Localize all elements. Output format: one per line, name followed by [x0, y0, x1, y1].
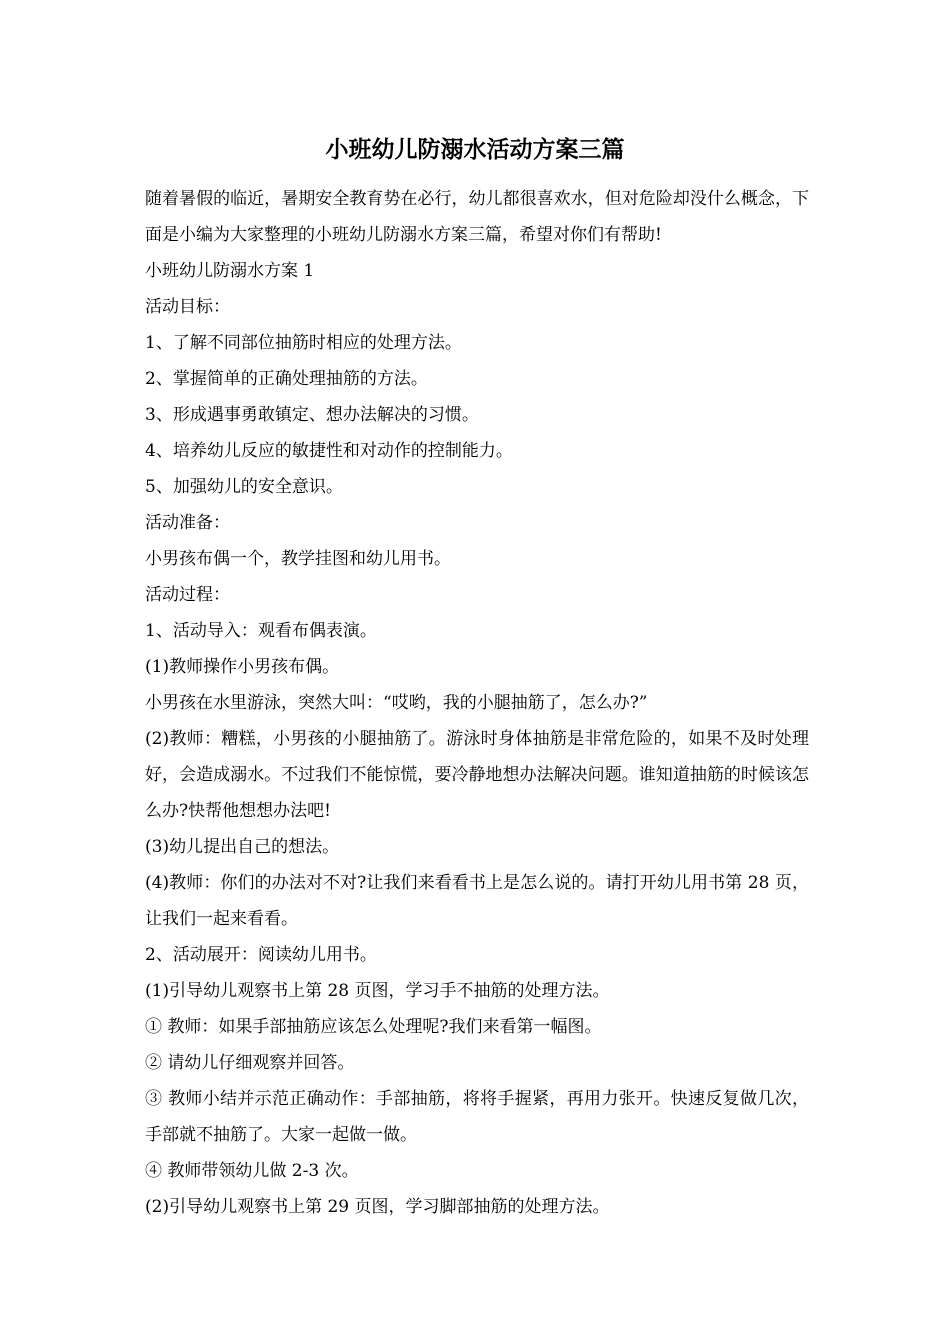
goal-item: 3、形成遇事勇敢镇定、想办法解决的习惯。 [145, 405, 479, 425]
process-point: ② 请幼儿仔细观察并回答。 [145, 1053, 355, 1073]
goal-item: 2、掌握简单的正确处理抽筋的方法。 [145, 369, 428, 389]
goal-item: 1、了解不同部位抽筋时相应的处理方法。 [145, 333, 462, 353]
subheading-preparation: 活动准备： [145, 513, 230, 533]
process-point: ③ 教师小结并示范正确动作：手部抽筋，将将手握紧，再用力张开。快速反复做几次，手部就不抽筋了。大家一起做一做。 [145, 1089, 809, 1145]
process-substep: (3)幼儿提出自己的想法。 [145, 837, 340, 857]
process-point: ① 教师：如果手部抽筋应该怎么处理呢?我们来看第一幅图。 [145, 1017, 602, 1037]
process-step: 1、活动导入：观看布偶表演。 [145, 621, 377, 641]
goal-item: 5、加强幼儿的安全意识。 [145, 477, 343, 497]
process-step: 2、活动展开：阅读幼儿用书。 [145, 945, 377, 965]
document-body [145, 181, 809, 1225]
process-point: ④ 教师带领幼儿做 2-3 次。 [145, 1161, 359, 1181]
section-heading: 小班幼儿防溺水方案 1 [145, 261, 315, 281]
process-substep: (2)引导幼儿观察书上第 29 页图，学习脚部抽筋的处理方法。 [145, 1197, 610, 1217]
intro-paragraph: 随着暑假的临近，暑期安全教育势在必行，幼儿都很喜欢水，但对危险却没什么概念，下面是小编为大家整理的小班幼儿防溺水方案三篇，希望对你们有帮助! [145, 189, 809, 245]
process-substep: (2)教师：糟糕，小男孩的小腿抽筋了。游泳时身体抽筋是非常危险的，如果不及时处理好，会造成溺水。不过我们不能惊慌，要冷静地想办法解决问题。谁知道抽筋的时候该怎么办?快帮他想想办法吧! [145, 729, 809, 821]
process-substep: (4)教师：你们的办法对不对?让我们来看看书上是怎么说的。请打开幼儿用书第 28 页，让我们一起来看看。 [145, 873, 809, 929]
process-text: 小男孩在水里游泳，突然大叫：“哎哟，我的小腿抽筋了，怎么办?” [145, 693, 648, 713]
document-title: 小班幼儿防溺水活动方案三篇 [325, 136, 625, 163]
process-substep: (1)教师操作小男孩布偶。 [145, 657, 340, 677]
subheading-process: 活动过程： [145, 585, 230, 605]
subheading-goals: 活动目标： [145, 297, 230, 317]
process-substep: (1)引导幼儿观察书上第 28 页图，学习手不抽筋的处理方法。 [145, 981, 610, 1001]
preparation-text: 小男孩布偶一个，教学挂图和幼儿用书。 [145, 549, 451, 569]
goal-item: 4、培养幼儿反应的敏捷性和对动作的控制能力。 [145, 441, 513, 461]
